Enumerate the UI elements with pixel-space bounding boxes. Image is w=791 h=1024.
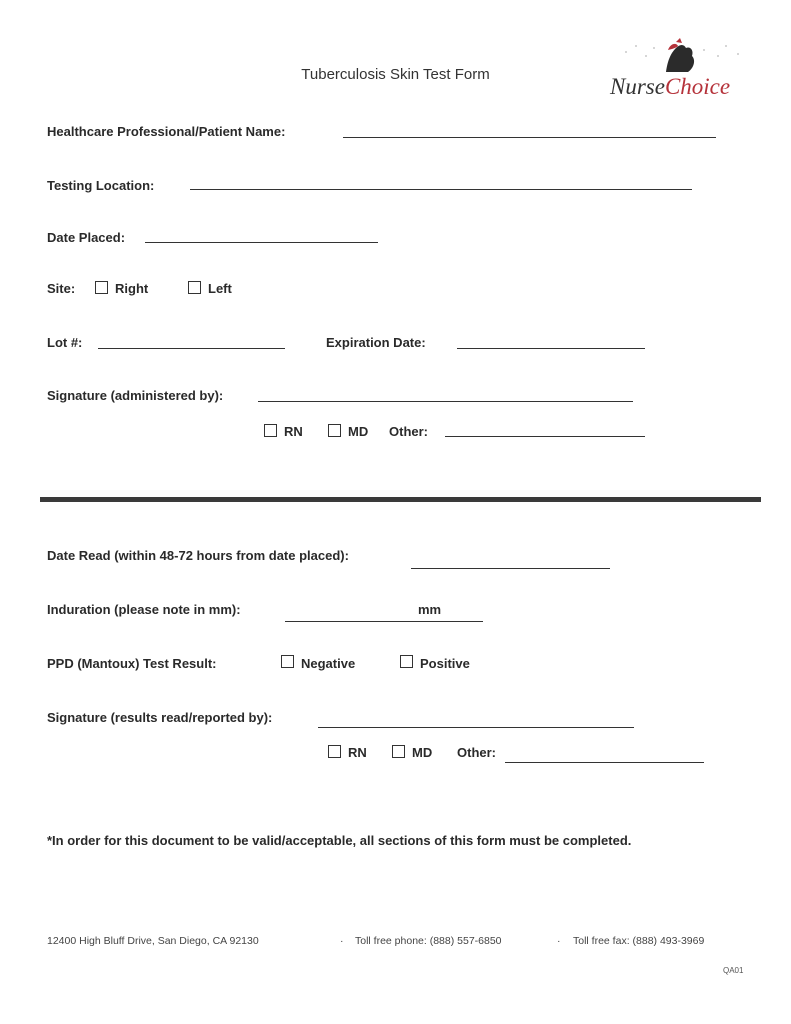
results-md-checkbox[interactable]	[392, 745, 405, 758]
site-left-checkbox[interactable]	[188, 281, 201, 294]
induration-label: Induration (please note in mm):	[47, 602, 241, 617]
footer-address: 12400 High Bluff Drive, San Diego, CA 92130	[47, 935, 259, 947]
lot-label: Lot #:	[47, 335, 83, 350]
nursechoice-logo	[606, 36, 756, 106]
administered-md-label: MD	[348, 424, 369, 439]
site-right-label: Right	[115, 281, 149, 296]
site-right-checkbox[interactable]	[95, 281, 108, 294]
signature-administered-field[interactable]	[258, 401, 633, 402]
form-title: Tuberculosis Skin Test Form	[301, 66, 490, 83]
name-field[interactable]	[343, 137, 716, 138]
administered-other-label: Other:	[389, 424, 428, 439]
ppd-negative-checkbox[interactable]	[281, 655, 294, 668]
induration-field[interactable]	[285, 621, 483, 622]
ppd-negative-label: Negative	[301, 656, 356, 671]
footer-separator: ·	[557, 935, 561, 947]
expiration-date-label: Expiration Date:	[326, 335, 426, 350]
administered-rn-checkbox[interactable]	[264, 424, 277, 437]
section-divider	[40, 497, 761, 502]
date-placed-label: Date Placed:	[47, 230, 126, 245]
footer-fax: Toll free fax: (888) 493-3969	[573, 935, 705, 947]
results-other-label: Other:	[457, 745, 496, 760]
signature-results-field[interactable]	[318, 727, 634, 728]
administered-md-checkbox[interactable]	[328, 424, 341, 437]
expiration-date-field[interactable]	[457, 348, 645, 349]
testing-location-label: Testing Location:	[47, 178, 155, 193]
logo-text	[610, 74, 730, 100]
signature-administered-label: Signature (administered by):	[47, 388, 224, 403]
results-rn-label: RN	[348, 745, 367, 760]
testing-location-field[interactable]	[190, 189, 692, 190]
signature-results-label: Signature (results read/reported by):	[47, 710, 273, 725]
name-label: Healthcare Professional/Patient Name:	[47, 124, 286, 139]
ppd-positive-checkbox[interactable]	[400, 655, 413, 668]
results-other-field[interactable]	[505, 762, 704, 763]
footer-separator: ·	[340, 935, 344, 947]
logo-text-nurse: Nurse	[610, 74, 665, 99]
form-code: QA01	[723, 966, 744, 975]
date-read-field[interactable]	[411, 568, 610, 569]
logo-text-choice: Choice	[664, 74, 731, 99]
results-md-label: MD	[412, 745, 433, 760]
validity-note: *In order for this document to be valid/acceptable, all sections of this form must be completed.	[47, 833, 632, 848]
results-rn-checkbox[interactable]	[328, 745, 341, 758]
administered-other-field[interactable]	[445, 436, 645, 437]
site-left-label: Left	[208, 281, 232, 296]
date-placed-field[interactable]	[145, 242, 378, 243]
ppd-positive-label: Positive	[420, 656, 470, 671]
lot-field[interactable]	[98, 348, 285, 349]
ppd-result-label: PPD (Mantoux) Test Result:	[47, 656, 217, 671]
footer-phone: Toll free phone: (888) 557-6850	[355, 935, 502, 947]
administered-rn-label: RN	[284, 424, 303, 439]
date-read-label: Date Read (within 48-72 hours from date placed):	[47, 548, 349, 563]
site-label: Site:	[47, 281, 76, 296]
induration-unit: mm	[418, 602, 442, 617]
